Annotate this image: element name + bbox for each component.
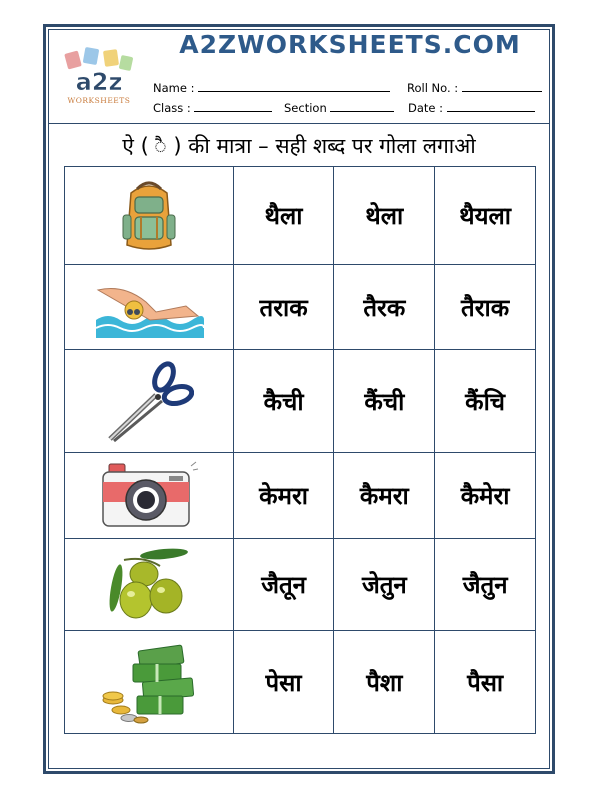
option-word[interactable]: तराक xyxy=(233,264,334,350)
money-icon xyxy=(99,640,199,724)
option-word[interactable]: थैला xyxy=(233,167,334,265)
table-row xyxy=(65,264,536,350)
class-label: Class : xyxy=(153,101,191,115)
word-choice-table xyxy=(64,166,536,734)
logo-text: a2z xyxy=(75,68,123,96)
option-word[interactable]: जैतुन xyxy=(435,538,536,631)
table-row xyxy=(65,452,536,538)
picture-cell xyxy=(65,631,234,734)
roll-blank[interactable] xyxy=(462,80,542,92)
section-field xyxy=(284,100,394,115)
picture-cell xyxy=(65,264,234,350)
option-word[interactable]: थेला xyxy=(334,167,435,265)
picture-cell xyxy=(65,538,234,631)
site-logo xyxy=(58,46,140,108)
option-word[interactable]: तैराक xyxy=(435,264,536,350)
roll-field xyxy=(407,80,542,95)
class-blank[interactable] xyxy=(194,100,272,112)
option-word[interactable]: कैमेरा xyxy=(435,452,536,538)
name-field xyxy=(153,80,390,95)
header-separator xyxy=(48,123,550,124)
section-blank[interactable] xyxy=(330,100,394,112)
table-row xyxy=(65,167,536,265)
site-title: A2ZWORKSHEETS.COM xyxy=(179,30,521,59)
picture-cell xyxy=(65,167,234,265)
backpack-icon xyxy=(109,175,189,255)
option-word[interactable]: कैंचि xyxy=(435,350,536,453)
olives-icon xyxy=(104,546,194,622)
option-word[interactable]: कैमरा xyxy=(334,452,435,538)
date-label: Date : xyxy=(408,101,444,115)
section-label: Section xyxy=(284,101,327,115)
option-word[interactable]: जैतून xyxy=(233,538,334,631)
picture-cell xyxy=(65,350,234,453)
camera-icon xyxy=(99,460,199,530)
picture-cell xyxy=(65,452,234,538)
class-field xyxy=(153,100,272,115)
table-row xyxy=(65,631,536,734)
option-word[interactable]: पेसा xyxy=(233,631,334,734)
name-label: Name : xyxy=(153,81,195,95)
logo-subtext: WORKSHEETS xyxy=(67,96,131,105)
date-blank[interactable] xyxy=(447,100,535,112)
date-field xyxy=(408,100,535,115)
table-row xyxy=(65,350,536,453)
roll-label: Roll No. : xyxy=(407,81,459,95)
option-word[interactable]: पैशा xyxy=(334,631,435,734)
option-word[interactable]: पैसा xyxy=(435,631,536,734)
swimmer-icon xyxy=(94,272,204,342)
option-word[interactable]: केमरा xyxy=(233,452,334,538)
name-blank[interactable] xyxy=(198,80,390,92)
option-word[interactable]: तैरक xyxy=(334,264,435,350)
option-word[interactable]: कैची xyxy=(233,350,334,453)
option-word[interactable]: जेतुन xyxy=(334,538,435,631)
option-word[interactable]: थैयला xyxy=(435,167,536,265)
option-word[interactable]: कैंची xyxy=(334,350,435,453)
table-row xyxy=(65,538,536,631)
scissors-icon xyxy=(104,359,194,443)
instruction-text: ऐ ( ै ) की मात्रा – सही शब्द पर गोला लगाओ xyxy=(122,134,476,158)
